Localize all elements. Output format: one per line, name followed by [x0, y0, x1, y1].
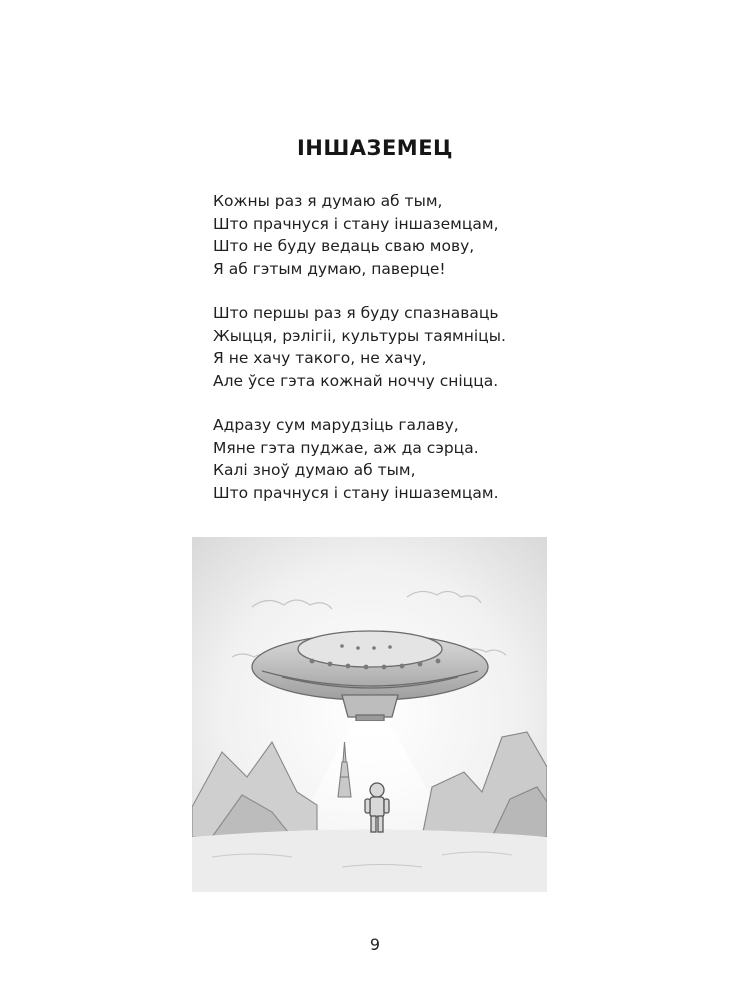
poem-line: Што прачнуся і стану іншаземцам. — [213, 483, 499, 502]
poem-line: Жыцця, рэлігіі, культуры таямніцы. — [213, 326, 506, 345]
poem-line: Адразу сум марудзіць галаву, — [213, 416, 459, 434]
poem-line: Калі зноў думаю аб тым, — [213, 461, 416, 479]
page-number: 9 — [369, 935, 381, 954]
poem-line: Кожны раз я думаю аб тым, — [213, 192, 443, 210]
stanza-2 — [213, 302, 633, 392]
stanza-3 — [213, 414, 633, 504]
poem-line: Мяне гэта пуджае, аж да сэрца. — [213, 438, 479, 457]
stanza-1 — [213, 190, 633, 280]
poem-line: Я не хачу такого, не хачу, — [213, 349, 427, 367]
poem-line: Але ўсе гэта кожнай ноччу сніцца. — [213, 371, 499, 390]
ufo-sketch-illustration — [192, 537, 547, 892]
poem-line: Што прачнуся і стану іншаземцам, — [213, 214, 499, 233]
poem-title: ІНШАЗЕМЕЦ — [296, 136, 454, 160]
poem-line: Я аб гэтым думаю, паверце! — [213, 259, 446, 278]
pencil-sketch-ufo-astronaut-icon — [192, 537, 547, 892]
poem-line: Што не буду ведаць сваю мову, — [213, 237, 475, 255]
poem-line: Што першы раз я буду спазнаваць — [213, 304, 499, 322]
poem-body — [213, 190, 633, 526]
